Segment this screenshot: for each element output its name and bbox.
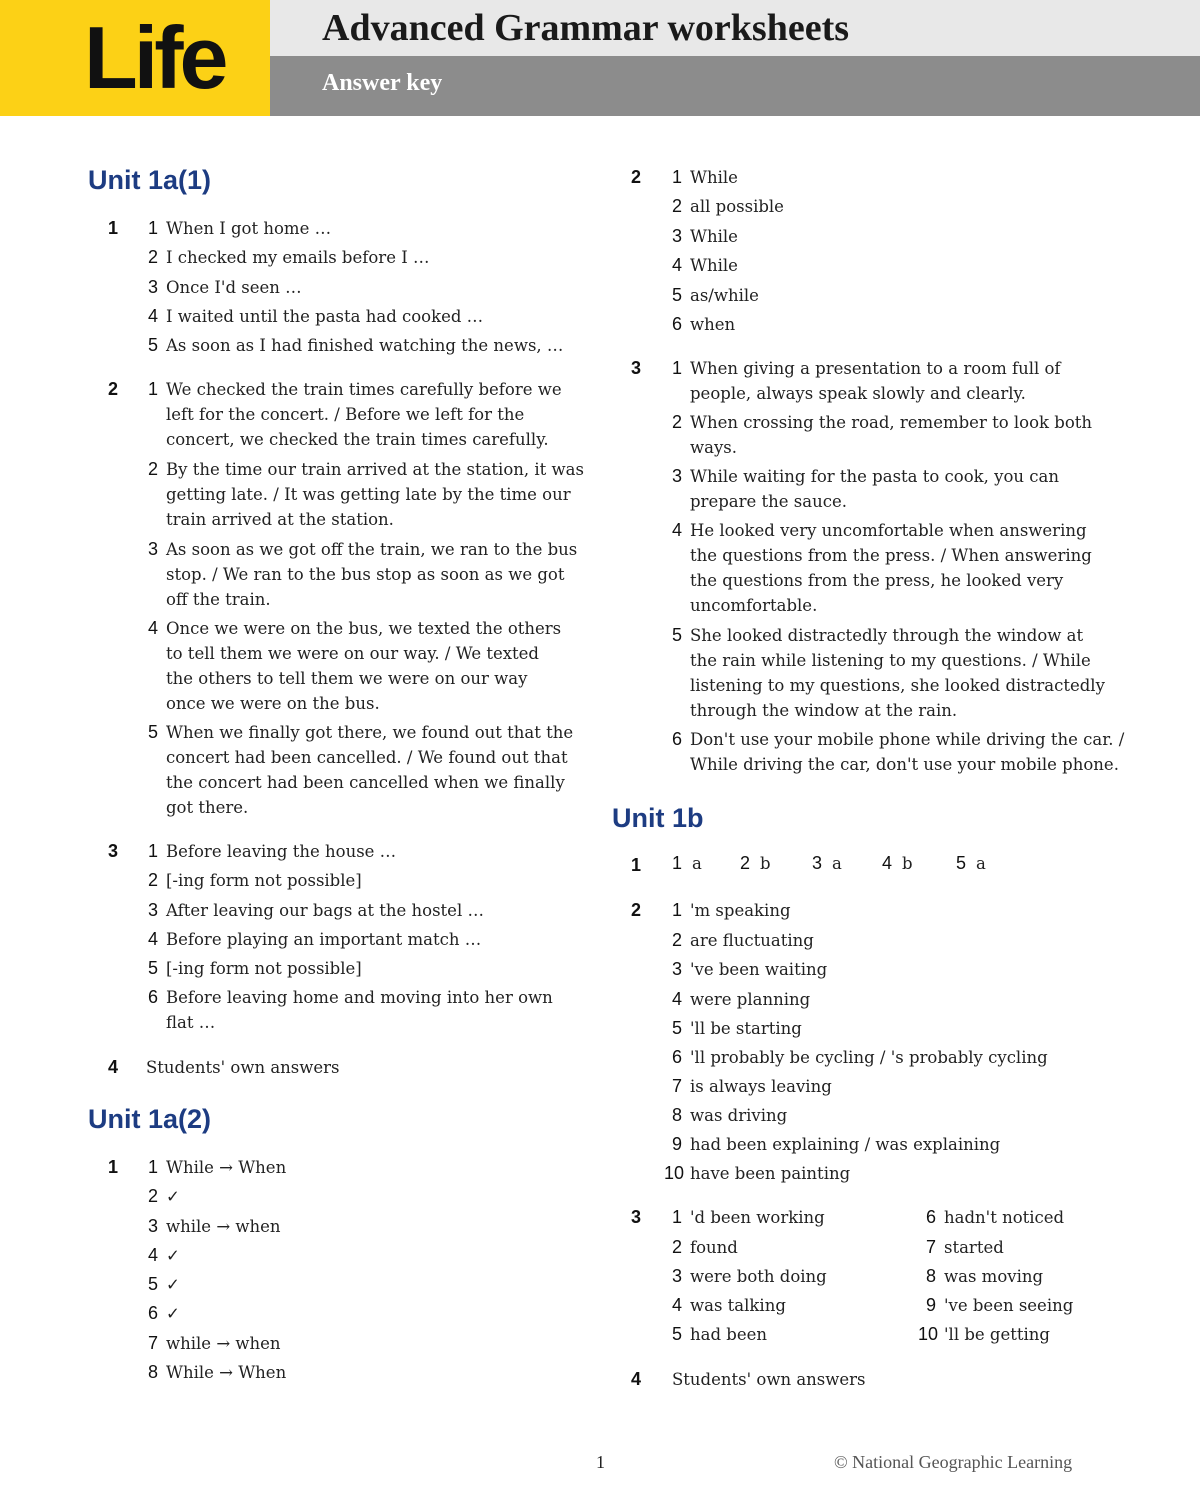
- item-text: Once we were on the bus, we texted the others to tell them we were on our way. / We texted the others to tell them we were on our way once we were on the bus.: [166, 619, 562, 713]
- answer-item: [140, 1243, 440, 1268]
- answer-item: [664, 1264, 904, 1289]
- item-text: Before playing an important match …: [166, 930, 482, 949]
- item-number: 1: [147, 1157, 158, 1177]
- answer-item: [140, 616, 590, 716]
- answer-item: [664, 1045, 1134, 1070]
- item-text: Before leaving the house …: [166, 842, 397, 861]
- answer-item: [140, 537, 590, 612]
- item-number: 4: [671, 1295, 682, 1315]
- answer-item: [664, 987, 1114, 1012]
- item-text: We checked the train times carefully before we left for the concert. / Before we left for the concert, we checked the train times carefully.: [166, 380, 562, 449]
- answer-item: [664, 1235, 904, 1260]
- item-text: a: [976, 854, 986, 873]
- item-number: 3: [147, 1216, 158, 1236]
- item-number: 3: [147, 539, 158, 559]
- answer-item: [140, 868, 590, 893]
- item-text: b: [760, 854, 771, 873]
- item-text: While → When: [166, 1158, 287, 1177]
- answer-choice: [956, 853, 986, 874]
- item-number: 6: [147, 987, 158, 1007]
- item-number: 5: [147, 958, 158, 978]
- unit-heading: Unit 1a(2): [88, 1104, 212, 1134]
- item-text: When we finally got there, we found out that the concert had been cancelled. / We found out that the concert had been cancelled when we finally got there.: [166, 723, 574, 817]
- item-number: 1: [671, 358, 682, 378]
- item-number: 9: [925, 1295, 936, 1315]
- answer-item: [664, 1205, 904, 1230]
- exercise-number: 2: [631, 167, 642, 187]
- item-text: was driving: [690, 1106, 788, 1125]
- answer-item: [140, 839, 590, 864]
- answer-item: [140, 720, 590, 820]
- item-text: 'm speaking: [690, 901, 791, 920]
- answer-item: [918, 1322, 1138, 1347]
- item-text: all possible: [690, 197, 784, 216]
- exercise-number: 1: [108, 1157, 119, 1177]
- item-text: I waited until the pasta had cooked …: [166, 307, 484, 326]
- item-text: He looked very uncomfortable when answering the questions from the press. / When answering the questions from the press, he looked very uncomfortable.: [690, 521, 1092, 615]
- item-number: 4: [671, 989, 682, 1009]
- item-text: had been explaining / was explaining: [690, 1135, 1001, 1154]
- copyright: © National Geographic Learning: [834, 1452, 1073, 1472]
- answer-item: [140, 956, 590, 981]
- exercise-number: 4: [631, 1369, 642, 1389]
- answer-item: [664, 1103, 1114, 1128]
- item-text: While: [690, 227, 738, 246]
- item-text: ✓: [166, 1304, 180, 1323]
- item-text: By the time our train arrived at the station, it was getting late. / It was getting late by the time our train arrived at the station.: [166, 460, 584, 529]
- item-number: 2: [740, 853, 751, 873]
- item-number: 4: [147, 618, 158, 638]
- item-text: 've been waiting: [690, 960, 828, 979]
- page-subtitle: Answer key: [322, 70, 443, 96]
- answer-text: Students' own answers: [672, 1370, 866, 1389]
- item-text: ✓: [166, 1187, 180, 1206]
- answer-item: [664, 410, 1134, 460]
- answer-item: [140, 1360, 440, 1385]
- item-number: 3: [671, 959, 682, 979]
- page-title: Advanced Grammar worksheets: [322, 7, 850, 49]
- item-number: 3: [671, 1266, 682, 1286]
- item-number: 6: [925, 1207, 936, 1227]
- item-number: 2: [147, 870, 158, 890]
- answer-item: [140, 1214, 440, 1239]
- answer-item: [140, 898, 590, 923]
- answer-item: [664, 1322, 904, 1347]
- item-text: as/while: [690, 286, 759, 305]
- item-text: 'll probably be cycling / 's probably cycling: [690, 1048, 1048, 1067]
- answer-text: Students' own answers: [146, 1058, 340, 1077]
- answer-item: [140, 457, 590, 532]
- item-text: a: [692, 854, 702, 873]
- answer-item: [664, 283, 1114, 308]
- item-number: 6: [671, 1047, 682, 1067]
- item-number: 6: [147, 1303, 158, 1323]
- answer-item: [664, 312, 1114, 337]
- item-text: is always leaving: [690, 1077, 832, 1096]
- item-text: Before leaving home and moving into her own flat …: [166, 988, 553, 1032]
- answer-item: [664, 898, 1114, 923]
- answer-item: [664, 1016, 1114, 1041]
- item-number: 5: [147, 722, 158, 742]
- item-text: a: [832, 854, 842, 873]
- item-number: 1: [671, 167, 682, 187]
- exercise-number: 3: [631, 1207, 642, 1227]
- item-text: have been painting: [690, 1164, 851, 1183]
- item-text: 've been seeing: [944, 1296, 1074, 1315]
- answer-item: [140, 1331, 440, 1356]
- answer-item: [140, 275, 590, 300]
- item-text: started: [944, 1238, 1004, 1257]
- item-text: when: [690, 315, 736, 334]
- answer-item: [140, 304, 590, 329]
- exercise-number: 4: [108, 1057, 119, 1077]
- answer-choice: [812, 853, 842, 874]
- answer-item: [140, 245, 590, 270]
- answer-item: [140, 927, 590, 952]
- item-number: 3: [812, 853, 823, 873]
- answer-item: [918, 1235, 1138, 1260]
- answer-item: [140, 1155, 440, 1180]
- life-logo: [0, 0, 270, 116]
- answer-item: [140, 333, 590, 358]
- item-number: 2: [671, 930, 682, 950]
- answer-item: [664, 518, 1134, 618]
- unit-heading: Unit 1b: [612, 803, 704, 833]
- answer-item: [918, 1264, 1138, 1289]
- item-text: hadn't noticed: [944, 1208, 1065, 1227]
- item-number: 5: [147, 1274, 158, 1294]
- item-text: ✓: [166, 1275, 180, 1294]
- item-number: 4: [882, 853, 893, 873]
- answer-item: [664, 1293, 904, 1318]
- item-number: 5: [671, 285, 682, 305]
- item-text: When crossing the road, remember to look both ways.: [690, 413, 1093, 457]
- answer-item: [664, 1161, 1114, 1186]
- item-number: 2: [671, 412, 682, 432]
- answer-choice: [740, 853, 771, 874]
- item-number: 1: [671, 900, 682, 920]
- item-number: 2: [147, 247, 158, 267]
- item-number: 2: [671, 196, 682, 216]
- item-text: While: [690, 168, 738, 187]
- page-number: 1: [596, 1452, 605, 1472]
- exercise-number: 3: [631, 358, 642, 378]
- item-number: 5: [671, 625, 682, 645]
- item-number: 1: [147, 379, 158, 399]
- answer-item: [664, 165, 1114, 190]
- item-text: were planning: [690, 990, 811, 1009]
- item-text: while → when: [166, 1217, 281, 1236]
- item-text: I checked my emails before I …: [166, 248, 430, 267]
- item-number: 2: [147, 1186, 158, 1206]
- item-text: She looked distractedly through the window at the rain while listening to my questions. / While listening to my questions, she looked distractedly through the window at the rain.: [690, 626, 1105, 720]
- item-number: 5: [671, 1018, 682, 1038]
- item-text: 'll be getting: [944, 1325, 1050, 1344]
- item-number: 8: [147, 1362, 158, 1382]
- item-text: ✓: [166, 1246, 180, 1265]
- item-text: found: [690, 1238, 738, 1257]
- item-number: 5: [671, 1324, 682, 1344]
- item-number: 9: [671, 1134, 682, 1154]
- item-number: 8: [925, 1266, 936, 1286]
- item-text: Once I'd seen …: [166, 278, 302, 297]
- item-number: 1: [147, 841, 158, 861]
- item-text: was talking: [690, 1296, 786, 1315]
- item-number: 4: [671, 520, 682, 540]
- item-number: 4: [671, 255, 682, 275]
- item-text: As soon as I had finished watching the news, …: [166, 336, 564, 355]
- answer-item: [664, 928, 1114, 953]
- item-number: 1: [671, 1207, 682, 1227]
- item-number: 8: [671, 1105, 682, 1125]
- item-text: while → when: [166, 1334, 281, 1353]
- answer-item: [664, 1132, 1114, 1157]
- answer-item: [140, 377, 590, 452]
- item-text: was moving: [944, 1267, 1044, 1286]
- answer-item: [140, 1184, 440, 1209]
- title-band: [270, 0, 1200, 56]
- exercise-number: 3: [108, 841, 119, 861]
- answer-item: [664, 356, 1134, 406]
- answer-item: [918, 1293, 1138, 1318]
- exercise-number: 1: [631, 855, 642, 875]
- item-number: 10: [918, 1324, 939, 1344]
- item-number: 7: [925, 1237, 936, 1257]
- item-number: 7: [147, 1333, 158, 1353]
- answer-item: [664, 224, 1114, 249]
- exercise-number: 2: [631, 900, 642, 920]
- subtitle-band: [270, 56, 1200, 116]
- item-text: While waiting for the pasta to cook, you can prepare the sauce.: [690, 467, 1059, 511]
- answer-choice: [672, 853, 702, 874]
- item-number: 6: [671, 729, 682, 749]
- answer-item: [140, 985, 590, 1035]
- answer-item: [918, 1205, 1138, 1230]
- answer-item: [664, 623, 1134, 723]
- item-number: 10: [664, 1163, 685, 1183]
- item-number: 5: [956, 853, 967, 873]
- item-number: 2: [671, 1237, 682, 1257]
- item-text: had been: [690, 1325, 767, 1344]
- item-number: 4: [147, 306, 158, 326]
- item-number: 3: [671, 466, 682, 486]
- item-text: 'd been working: [690, 1208, 825, 1227]
- item-number: 6: [671, 314, 682, 334]
- exercise-number: 1: [108, 218, 119, 238]
- item-text: 'll be starting: [690, 1019, 802, 1038]
- item-text: While → When: [166, 1363, 287, 1382]
- unit-heading: Unit 1a(1): [88, 165, 212, 195]
- item-number: 1: [147, 218, 158, 238]
- answer-item: [664, 253, 1114, 278]
- item-number: 2: [147, 459, 158, 479]
- item-number: 3: [671, 226, 682, 246]
- item-number: 4: [147, 1245, 158, 1265]
- item-text: [-ing form not possible]: [166, 959, 362, 978]
- answer-item: [664, 1074, 1114, 1099]
- answer-item: [664, 464, 1134, 514]
- item-text: were both doing: [690, 1267, 827, 1286]
- item-number: 4: [147, 929, 158, 949]
- answer-item: [664, 957, 1114, 982]
- item-number: 7: [671, 1076, 682, 1096]
- logo-text: Life: [84, 8, 225, 107]
- item-text: When giving a presentation to a room full of people, always speak slowly and clearly.: [690, 359, 1061, 403]
- item-text: [-ing form not possible]: [166, 871, 362, 890]
- item-text: After leaving our bags at the hostel …: [166, 901, 484, 920]
- item-text: When I got home …: [166, 219, 332, 238]
- item-text: Don't use your mobile phone while driving the car. / While driving the car, don't use your mobile phone.: [690, 730, 1125, 774]
- item-number: 3: [147, 277, 158, 297]
- answer-item: [140, 1301, 440, 1326]
- answer-item: [140, 216, 590, 241]
- item-number: 1: [672, 853, 683, 873]
- item-text: are fluctuating: [690, 931, 814, 950]
- page-header: [0, 0, 1200, 116]
- item-number: 5: [147, 335, 158, 355]
- exercise-number: 2: [108, 379, 119, 399]
- item-text: As soon as we got off the train, we ran to the bus stop. / We ran to the bus stop as soon as we got off the train.: [166, 540, 578, 609]
- answer-choice: [882, 853, 913, 874]
- answer-item: [664, 727, 1134, 777]
- item-text: b: [902, 854, 913, 873]
- item-number: 3: [147, 900, 158, 920]
- item-text: While: [690, 256, 738, 275]
- answer-item: [140, 1272, 440, 1297]
- answer-item: [664, 194, 1114, 219]
